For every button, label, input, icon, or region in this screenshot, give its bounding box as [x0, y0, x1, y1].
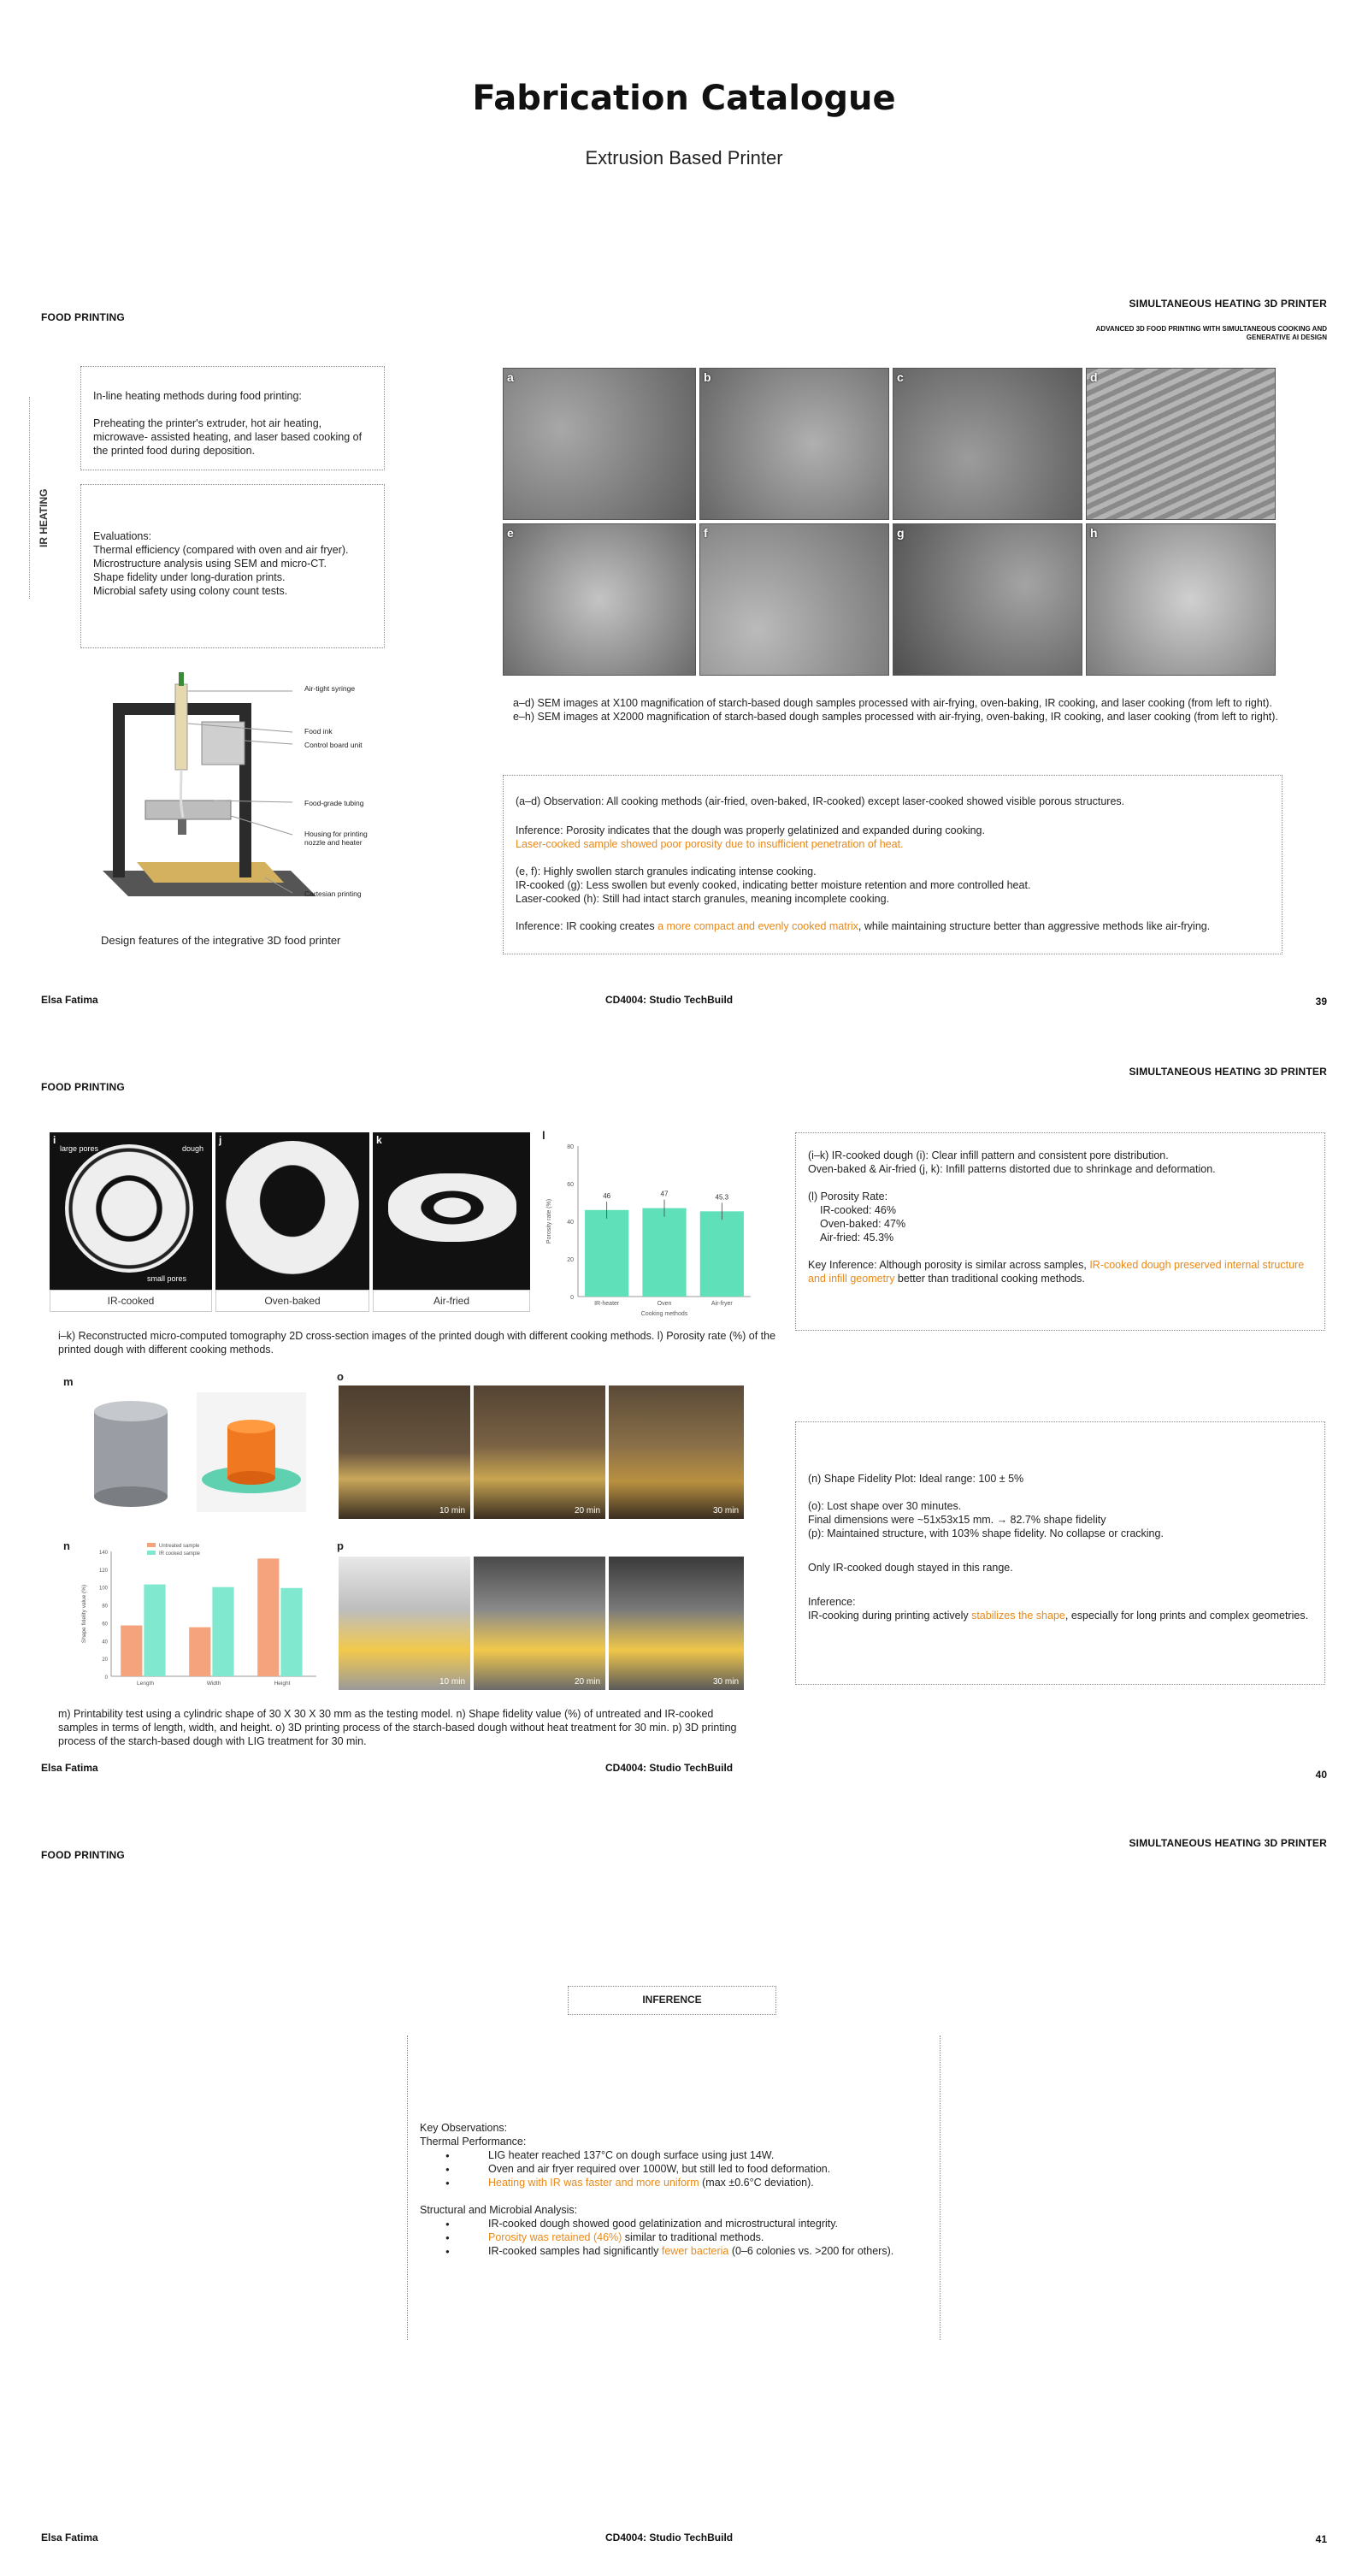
- porosity-rate: Air-fried: 45.3%: [820, 1232, 894, 1244]
- ct-slice: [226, 1141, 359, 1274]
- observations-box: [407, 2035, 940, 2340]
- page-number: 39: [1315, 996, 1327, 1007]
- right-header: SIMULTANEOUS HEATING 3D PRINTER: [1129, 298, 1327, 310]
- footer-course: CD4004: Studio TechBuild: [605, 1762, 734, 1774]
- sem-image: [503, 523, 696, 676]
- text-span: (0–6 colonies vs. >200 for others).: [728, 2245, 894, 2257]
- porosity-line: (l) Porosity Rate:: [808, 1191, 888, 1202]
- list-item: [420, 2244, 928, 2258]
- footer-author: Elsa Fatima: [41, 1762, 98, 1774]
- x-axis-label: Cooking methods: [640, 1311, 688, 1317]
- printer-label: Air-tight syringe: [304, 684, 356, 693]
- highlight-span: Porosity was retained (46%): [488, 2231, 622, 2243]
- sem-image: [699, 368, 889, 520]
- text-span: LIG heater reached 137°C on dough surface using just 14W.: [488, 2149, 775, 2161]
- time-label: 30 min: [712, 1677, 739, 1687]
- sem-image: [1086, 368, 1276, 520]
- sem-caption: a–d) SEM images at X100 magnification of starch-based dough samples processed with air-frying, oven-baking, IR cooking, and laser cooking (from left to right). e–h) SEM images at X2000 magnification of starch-based dough samples processed with air-frying, oven-baking, IR cooking, and laser cooking (from left to right).: [513, 697, 1278, 723]
- printer-label: Housing for printing nozzle and heater: [304, 830, 368, 847]
- box2-title: Evaluations:: [93, 530, 152, 542]
- printer-label: Cartesian printing: [304, 889, 362, 898]
- thermal-list: [420, 2148, 928, 2189]
- data-label: 45.3: [715, 1193, 729, 1202]
- porosity-chart: [540, 1129, 763, 1326]
- bar-ir-cooked: [280, 1588, 302, 1676]
- sem-letter: b: [704, 370, 711, 384]
- highlight-span: stabilizes the shape: [971, 1610, 1065, 1622]
- porosity-line: Oven-baked & Air-fried (j, k): Infill patterns distorted due to shrinkage and deformation.: [808, 1163, 1216, 1175]
- ct-panel-oven: [215, 1132, 369, 1312]
- x-tick-label: Oven: [657, 1301, 672, 1307]
- y-axis-label: Shape fidelity value (%): [81, 1584, 87, 1644]
- printer-label: Control board unit: [304, 741, 363, 749]
- text-span: IR-cooked samples had significantly: [488, 2245, 662, 2257]
- obs-line: IR-cooked (g): Less swollen but evenly cooked, indicating better moisture retention and more controlled heat.: [516, 879, 1031, 891]
- legend-label: Untreated sample: [159, 1544, 200, 1549]
- x-tick-label: Length: [137, 1681, 154, 1687]
- footer-author: Elsa Fatima: [41, 994, 98, 1006]
- y-tick-label: 40: [102, 1640, 108, 1645]
- box2-line: Shape fidelity under long-duration prints.: [93, 571, 286, 583]
- page-number: 40: [1315, 1769, 1327, 1781]
- text-span: similar to traditional methods.: [622, 2231, 764, 2243]
- time-label: 10 min: [439, 1677, 465, 1687]
- page-number: 41: [1315, 2533, 1327, 2545]
- sem-image: [699, 523, 889, 676]
- panel-letter: i: [53, 1134, 56, 1146]
- printer-label: Food-grade tubing: [304, 799, 364, 807]
- sem-image: [893, 523, 1082, 676]
- data-label: 46: [603, 1191, 611, 1200]
- footer-author: Elsa Fatima: [41, 2532, 98, 2544]
- side-bracket: [29, 397, 30, 599]
- sem-letter: h: [1090, 526, 1098, 540]
- legend-swatch: [147, 1551, 156, 1555]
- panel-letter-m: m: [63, 1375, 74, 1388]
- highlight-span: Heating with IR was faster and more uniform: [488, 2177, 699, 2189]
- text-span: (max ±0.6°C deviation).: [699, 2177, 814, 2189]
- y-tick-label: 40: [567, 1220, 574, 1226]
- text-span: better than traditional cooking methods.: [894, 1273, 1085, 1285]
- x-tick-label: IR-heater: [594, 1301, 620, 1307]
- fidelity-line: Final dimensions were ~51x53x15 mm. → 82.7% shape fidelity: [808, 1514, 1106, 1526]
- sem-image: [503, 368, 696, 520]
- obs-line: (a–d) Observation: All cooking methods (air-fried, oven-baked, IR-cooked) except laser-cooked showed visible porous structures.: [516, 795, 1125, 807]
- time-label: 10 min: [439, 1506, 465, 1515]
- side-label: IR HEATING: [38, 488, 50, 547]
- document-subtitle: Extrusion Based Printer: [585, 147, 783, 168]
- y-tick-label: 60: [102, 1622, 108, 1628]
- y-tick-label: 80: [102, 1604, 108, 1610]
- right-subheader: ADVANCED 3D FOOD PRINTING WITH SIMULTANEOUS COOKING AND GENERATIVE AI DESIGN: [1095, 325, 1327, 341]
- fidelity-line: (o): Lost shape over 30 minutes.: [808, 1500, 962, 1512]
- y-axis-label: Porosity rate (%): [546, 1198, 552, 1244]
- sem-letter: f: [704, 526, 708, 540]
- panel-letter: k: [376, 1134, 382, 1146]
- ct-figure-caption: i–k) Reconstructed micro-computed tomography 2D cross-section images of the printed dough with different cooking methods. l) Porosity rate (%) of the printed dough with different cooking methods.: [58, 1330, 776, 1356]
- y-tick-label: 120: [98, 1568, 108, 1574]
- sem-letter: d: [1090, 370, 1098, 384]
- porosity-rate: Oven-baked: 47%: [820, 1218, 906, 1230]
- ct-slice: [65, 1144, 193, 1273]
- porosity-box: [795, 1132, 1325, 1331]
- ct-caption: Air-fried: [373, 1290, 530, 1312]
- panel-letter-o: o: [337, 1370, 344, 1383]
- thermal-heading: Thermal Performance:: [420, 2136, 527, 2148]
- photo-strip-p: [339, 1557, 744, 1690]
- ct-caption: IR-cooked: [50, 1290, 212, 1312]
- obs-line: Laser-cooked (h): Still had intact starch granules, meaning incomplete cooking.: [516, 893, 890, 905]
- list-item: [420, 2148, 928, 2162]
- right-header: SIMULTANEOUS HEATING 3D PRINTER: [1129, 1066, 1327, 1078]
- panel-letter-p: p: [337, 1539, 344, 1552]
- fidelity-line: (p): Maintained structure, with 103% shape fidelity. No collapse or cracking.: [808, 1527, 1164, 1539]
- heating-methods-box: [80, 366, 385, 470]
- shape-fidelity-box: [795, 1421, 1325, 1685]
- porosity-rate: IR-cooked: 46%: [820, 1204, 896, 1216]
- y-tick-label: 140: [98, 1551, 108, 1556]
- panel-letter: j: [219, 1134, 222, 1146]
- process-photo: [609, 1557, 744, 1690]
- ct-annotation: dough: [181, 1144, 203, 1153]
- bar-untreated: [189, 1628, 210, 1676]
- obs-inference: [516, 919, 1270, 933]
- legend-swatch: [147, 1543, 156, 1547]
- y-tick-label: 20: [567, 1257, 574, 1263]
- fidelity-line: Only IR-cooked dough stayed in this range.: [808, 1562, 1013, 1574]
- highlight-span: a more compact and evenly cooked matrix: [657, 920, 858, 932]
- structural-list: [420, 2217, 928, 2258]
- sem-letter: c: [897, 370, 904, 384]
- list-item: [420, 2217, 928, 2230]
- process-photo: [474, 1385, 605, 1519]
- observation-box: [503, 775, 1282, 954]
- y-tick-label: 0: [570, 1295, 574, 1301]
- cylinder-illustration: [82, 1392, 308, 1512]
- inference-title-box: [568, 1986, 776, 2015]
- footer-course: CD4004: Studio TechBuild: [605, 994, 734, 1006]
- key-observations: Key Observations:: [420, 2122, 508, 2134]
- highlight-span: IR-cooked dough preserved internal structure and infill geometry: [808, 1259, 1305, 1285]
- bar: [700, 1211, 744, 1297]
- panel-letter-l: l: [542, 1129, 545, 1142]
- process-photo: [339, 1385, 470, 1519]
- shape-fidelity-chart: [77, 1539, 325, 1699]
- text-span: Oven and air fryer required over 1000W, but still led to food deformation.: [488, 2163, 831, 2175]
- text-span: IR-cooked dough showed good gelatinization and microstructural integrity.: [488, 2218, 839, 2230]
- ct-annotation: small pores: [146, 1274, 186, 1283]
- list-item: [420, 2162, 928, 2176]
- x-tick-label: Width: [206, 1681, 221, 1687]
- structural-heading: Structural and Microbial Analysis:: [420, 2204, 578, 2216]
- text-span: IR-cooking during printing actively: [808, 1610, 972, 1622]
- text-span: , while maintaining structure better than aggressive methods like air-frying.: [858, 920, 1211, 932]
- porosity-line: (i–k) IR-cooked dough (i): Clear infill pattern and consistent pore distribution.: [808, 1149, 1169, 1161]
- footer-course: CD4004: Studio TechBuild: [605, 2532, 734, 2544]
- bar-untreated: [257, 1558, 279, 1676]
- sem-letter: e: [507, 526, 514, 540]
- process-photo: [339, 1557, 470, 1690]
- bar-ir-cooked: [212, 1587, 233, 1676]
- ct-annotation: large pores: [60, 1144, 99, 1153]
- evaluations-box: [80, 484, 385, 648]
- process-photo: [609, 1385, 744, 1519]
- sem-image: [893, 368, 1082, 520]
- time-label: 30 min: [712, 1506, 739, 1515]
- sem-letter: a: [507, 370, 514, 384]
- left-header: FOOD PRINTING: [41, 1849, 125, 1861]
- bar-ir-cooked: [144, 1585, 165, 1676]
- ct-panel-ir: [50, 1132, 212, 1312]
- legend-label: IR cooked sample: [159, 1551, 201, 1557]
- printability-caption: m) Printability test using a cylindric shape of 30 X 30 X 30 mm as the testing model. n) Shape fidelity value (%) of untreated and IR-cooked samples in terms of length, width, and height. o) 3D printing process of the starch-based dough without heat treatment for 30 min. p) 3D printing process of the starch-based dough with LIG treatment for 30 min.: [58, 1708, 737, 1747]
- list-item: [420, 2230, 928, 2244]
- left-header: FOOD PRINTING: [41, 311, 125, 323]
- ct-slice: [388, 1173, 516, 1242]
- y-tick-label: 20: [102, 1657, 108, 1663]
- bar-untreated: [121, 1626, 142, 1676]
- left-header: FOOD PRINTING: [41, 1081, 125, 1093]
- cylinder-models: [82, 1392, 308, 1512]
- list-item: [420, 2176, 928, 2189]
- inference-title: INFERENCE: [642, 1994, 702, 2006]
- text-span: , especially for long prints and complex geometries.: [1064, 1610, 1309, 1622]
- box2-line: Microstructure analysis using SEM and micro-CT.: [93, 558, 327, 570]
- box1-body: Preheating the printer's extruder, hot air heating, microwave- assisted heating, and laser based cooking of the printed food during deposition.: [93, 417, 363, 457]
- sem-image-grid: [503, 368, 1325, 679]
- time-label: 20 min: [574, 1506, 600, 1515]
- process-photo: [474, 1557, 605, 1690]
- y-tick-label: 80: [567, 1144, 574, 1150]
- sem-letter: g: [897, 526, 905, 540]
- text-span: Key Inference: Although porosity is similar across samples,: [808, 1259, 1090, 1271]
- text-span: Inference: IR cooking creates: [516, 920, 658, 932]
- ct-panel-airfried: [373, 1132, 530, 1312]
- bar: [585, 1210, 628, 1297]
- box2-line: Microbial safety using colony count tests.: [93, 585, 288, 597]
- panel-letter-n: n: [63, 1539, 70, 1552]
- box1-title: In-line heating methods during food printing:: [93, 390, 302, 402]
- right-header: SIMULTANEOUS HEATING 3D PRINTER: [1129, 1837, 1327, 1849]
- shape-fidelity-svg: [77, 1539, 325, 1699]
- document-title: Fabrication Catalogue: [472, 79, 896, 118]
- sem-image: [1086, 523, 1276, 676]
- y-tick-label: 60: [567, 1182, 574, 1188]
- fidelity-line: (n) Shape Fidelity Plot: Ideal range: 100 ± 5%: [808, 1473, 1024, 1485]
- highlight-span: fewer bacteria: [661, 2245, 729, 2257]
- box2-line: Thermal efficiency (compared with oven and air fryer).: [93, 544, 349, 556]
- fidelity-inference: [808, 1609, 1312, 1622]
- y-tick-label: 100: [98, 1586, 108, 1592]
- porosity-inference: [808, 1258, 1312, 1285]
- printer-caption: Design features of the integrative 3D food printer: [101, 934, 341, 947]
- x-tick-label: Air-fryer: [711, 1301, 733, 1307]
- x-tick-label: Height: [274, 1681, 291, 1687]
- y-tick-label: 0: [104, 1675, 108, 1681]
- ct-caption: Oven-baked: [215, 1290, 369, 1312]
- time-label: 20 min: [574, 1677, 600, 1687]
- obs-line: (e, f): Highly swollen starch granules indicating intense cooking.: [516, 866, 817, 877]
- fidelity-line: Inference:: [808, 1596, 856, 1608]
- photo-strip-o: [339, 1385, 744, 1519]
- printer-label: Food ink: [304, 727, 333, 736]
- obs-line: Inference: Porosity indicates that the dough was properly gelatinized and expanded during cooking.: [516, 824, 985, 836]
- bar: [642, 1208, 686, 1297]
- porosity-chart-svg: [540, 1129, 763, 1326]
- obs-line-highlight: Laser-cooked sample showed poor porosity due to insufficient penetration of heat.: [516, 838, 904, 850]
- data-label: 47: [660, 1190, 669, 1198]
- printer-diagram: [94, 672, 385, 929]
